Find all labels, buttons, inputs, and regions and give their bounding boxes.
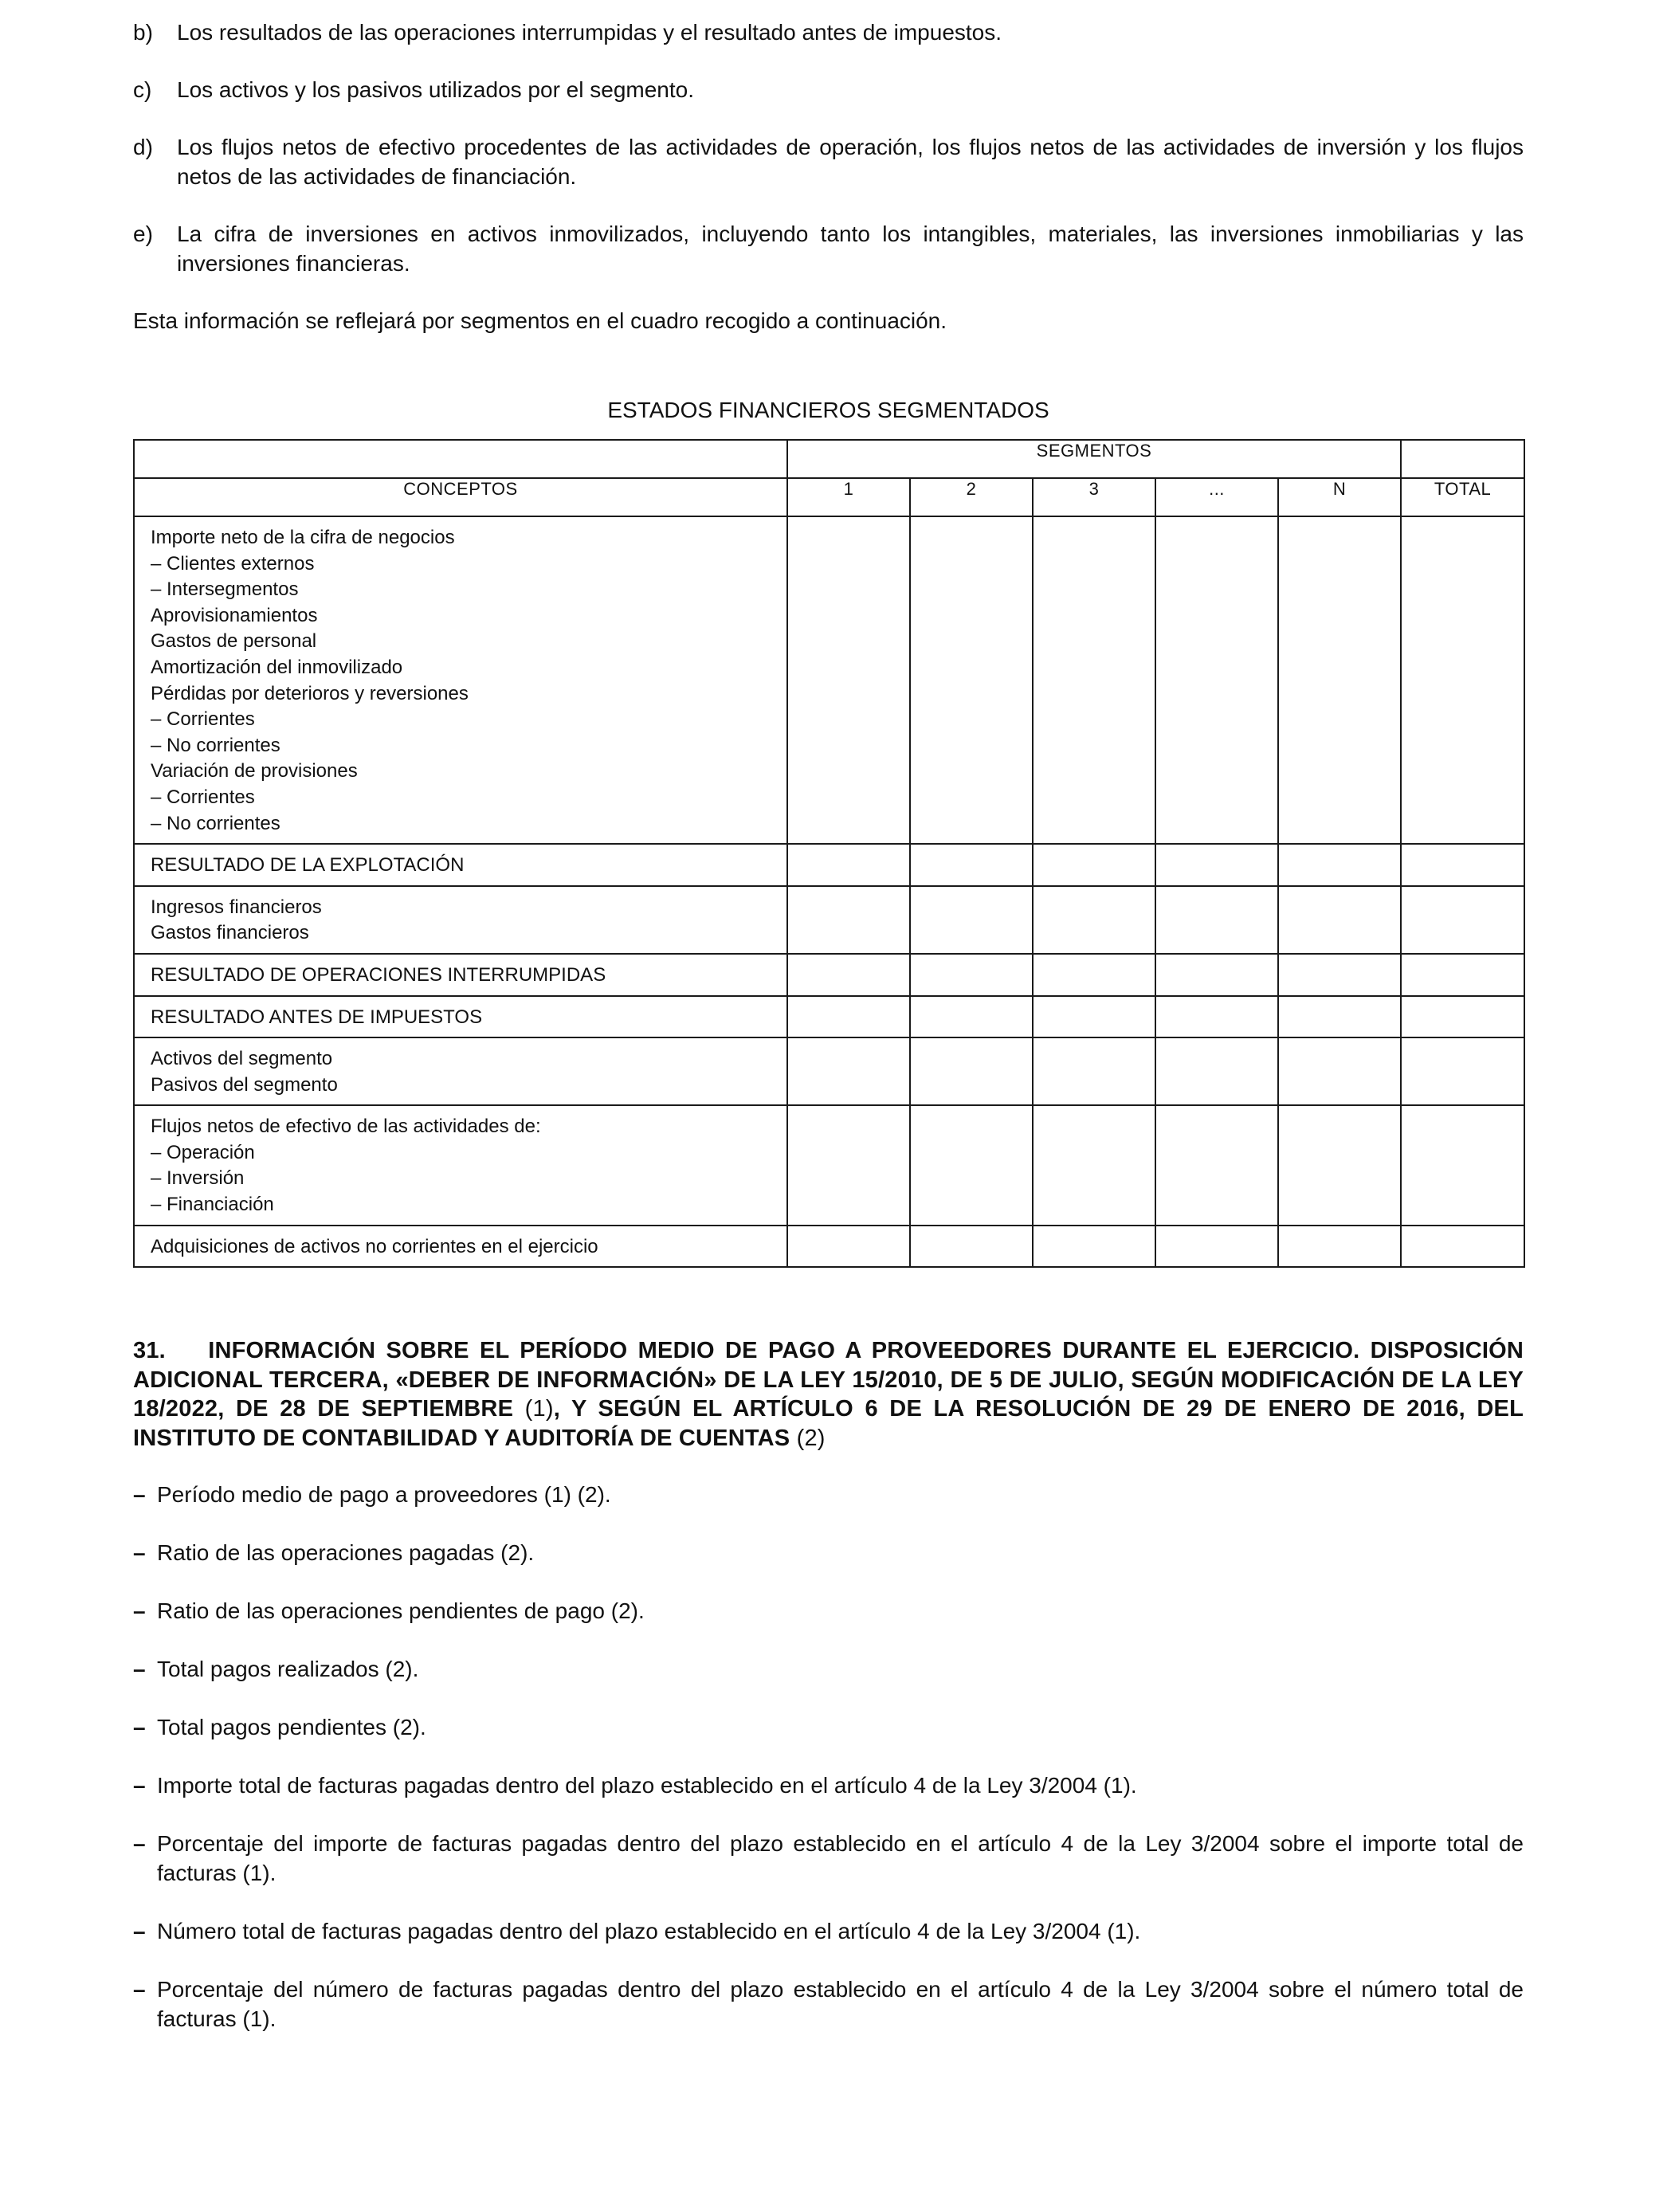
value-cell[interactable] (787, 844, 910, 886)
concept-cell (134, 954, 787, 996)
concept-line: – Intersegmentos (151, 578, 299, 601)
bullet-text: Ratio de las operaciones pendientes de pago (2). (157, 1598, 645, 1624)
bullet-item (133, 1654, 1524, 1684)
section-reference-2: (2) (796, 1425, 826, 1451)
concept-line: – No corrientes (151, 812, 280, 834)
concept-line: RESULTADO ANTES DE IMPUESTOS (151, 1006, 483, 1028)
concept-line: Importe neto de la cifra de negocios (151, 527, 455, 548)
table-body (134, 516, 1524, 1267)
value-cell[interactable] (910, 1105, 1033, 1225)
value-cell[interactable] (910, 1226, 1033, 1268)
concept-cell (134, 1037, 787, 1105)
table-header-row (134, 440, 1524, 478)
concept-line: Aprovisionamientos (151, 604, 318, 626)
bullet-text: Ratio de las operaciones pagadas (2). (157, 1540, 535, 1566)
bullet-text: Porcentaje del importe de facturas pagadas dentro del plazo establecido en el artículo 4 de la Ley 3/2004 sobre el importe total de facturas (1). (157, 1831, 1524, 1886)
value-cell[interactable] (1155, 1226, 1278, 1268)
list-item-label: c) (133, 77, 152, 102)
bullet-text: Total pagos realizados (2). (157, 1657, 419, 1682)
value-cell[interactable] (1278, 886, 1401, 954)
value-cell[interactable] (787, 1105, 910, 1225)
column-header: N (1278, 478, 1401, 516)
bullet-dash: – (133, 1831, 146, 1857)
list-item-text: La cifra de inversiones en activos inmovilizados, incluyendo tanto los intangibles, materiales, las inversiones inmobiliarias y las inversiones financieras. (177, 222, 1524, 276)
list-item-text: Los resultados de las operaciones interrumpidas y el resultado antes de impuestos. (177, 20, 1002, 45)
concept-cell (134, 1105, 787, 1225)
value-cell[interactable] (1033, 954, 1155, 996)
letter-list (133, 18, 1524, 335)
list-item-label: b) (133, 20, 153, 45)
value-cell[interactable] (1155, 844, 1278, 886)
bullet-dash: – (133, 1540, 146, 1566)
table-caption: ESTADOS FINANCIEROS SEGMENTADOS (607, 398, 1049, 422)
concept-line: – No corrientes (151, 734, 280, 756)
concept-cell (134, 1226, 787, 1268)
section-heading (133, 1336, 1524, 1453)
column-header: 1 (787, 478, 910, 516)
bullet-text: Porcentaje del número de facturas pagadas dentro del plazo establecido en el artículo 4 de la Ley 3/2004 sobre el número total de facturas (1). (157, 1977, 1524, 2032)
concept-line: Variación de provisiones (151, 760, 358, 782)
bullet-item (133, 1916, 1524, 1946)
value-cell[interactable] (910, 516, 1033, 844)
value-cell[interactable] (1401, 844, 1524, 886)
list-item-text: Los flujos netos de efectivo procedentes de las actividades de operación, los flujos netos de las actividades de inversión y los flujos netos de las actividades de financiación. (177, 135, 1524, 189)
concept-line: – Financiación (151, 1194, 274, 1216)
value-cell[interactable] (1155, 1105, 1278, 1225)
list-item (133, 132, 1524, 191)
table-row (134, 516, 1524, 844)
concepts-header: CONCEPTOS (134, 478, 787, 516)
bullet-text: Número total de facturas pagadas dentro del plazo establecido en el artículo 4 de la Ley 3/2004 (1). (157, 1919, 1141, 1944)
concept-cell (134, 886, 787, 954)
value-cell[interactable] (1401, 1037, 1524, 1105)
value-cell[interactable] (1401, 516, 1524, 844)
column-header: TOTAL (1401, 478, 1524, 516)
value-cell[interactable] (1033, 1226, 1155, 1268)
bullet-dash: – (133, 1482, 146, 1508)
value-cell[interactable] (1401, 1226, 1524, 1268)
section-number: 31. (133, 1338, 166, 1364)
bullet-dash: – (133, 1773, 146, 1798)
table-header-row (134, 478, 1524, 516)
table-row (134, 1226, 1524, 1268)
concept-cell (134, 516, 787, 844)
value-cell[interactable] (1278, 1105, 1401, 1225)
section-title-part-b: , Y SEGÚN EL ARTÍCULO 6 DE LA RESOLUCIÓN DE 29 DE ENERO DE 2016, DEL INSTITUTO DE CONTABILIDAD Y AUDITORÍA DE CUENTAS (133, 1396, 1524, 1451)
bullet-item (133, 1771, 1524, 1800)
bullet-dash: – (133, 1657, 146, 1682)
value-cell[interactable] (1033, 1105, 1155, 1225)
table-row (134, 886, 1524, 954)
concept-line: – Inversión (151, 1167, 245, 1190)
value-cell[interactable] (910, 844, 1033, 886)
value-cell[interactable] (910, 886, 1033, 954)
value-cell[interactable] (1278, 516, 1401, 844)
value-cell[interactable] (1278, 1226, 1401, 1268)
concept-line: – Corrientes (151, 708, 255, 731)
concept-line: Pasivos del segmento (151, 1073, 338, 1096)
value-cell[interactable] (1033, 516, 1155, 844)
value-cell[interactable] (910, 1037, 1033, 1105)
list-item-label: e) (133, 222, 153, 246)
concept-line: Flujos netos de efectivo de las actividades de: (151, 1116, 541, 1138)
concept-line: Gastos financieros (151, 922, 309, 944)
table-row (134, 1105, 1524, 1225)
concept-line: Adquisiciones de activos no corrientes en el ejercicio (151, 1235, 598, 1257)
list-item (133, 18, 1524, 47)
list-item (133, 75, 1524, 104)
list-item-text: Los activos y los pasivos utilizados por el segmento. (177, 77, 694, 102)
concept-line: Activos del segmento (151, 1048, 333, 1070)
header-blank-cell (134, 440, 787, 478)
value-cell[interactable] (1155, 516, 1278, 844)
segments-header: SEGMENTOS (787, 440, 1401, 478)
value-cell[interactable] (1401, 996, 1524, 1038)
table-row (134, 954, 1524, 996)
intro-paragraph: Esta información se reflejará por segmentos en el cuadro recogido a continuación. (133, 308, 947, 333)
value-cell[interactable] (787, 954, 910, 996)
bullet-dash: – (133, 1977, 146, 2002)
value-cell[interactable] (910, 996, 1033, 1038)
section-title-part-a: INFORMACIÓN SOBRE EL PERÍODO MEDIO DE PAGO A PROVEEDORES DURANTE EL EJERCICIO. DISPOSICIÓN ADICIONAL TERCERA, «DEBER DE INFORMACIÓN» DE LA LEY 15/2010, DE 5 DE JULIO, SEGÚN MODIFICACIÓN DE LA LEY 18/2022, DE 28 DE SEPTIEMBRE (133, 1338, 1524, 1422)
value-cell[interactable] (1033, 844, 1155, 886)
bullet-text: Período medio de pago a proveedores (1) (2). (157, 1482, 611, 1508)
bullet-text: Total pagos pendientes (2). (157, 1715, 426, 1740)
value-cell[interactable] (787, 1226, 910, 1268)
value-cell[interactable] (1033, 886, 1155, 954)
value-cell[interactable] (787, 886, 910, 954)
column-header: 2 (910, 478, 1033, 516)
value-cell[interactable] (910, 954, 1033, 996)
concept-cell (134, 996, 787, 1038)
value-cell[interactable] (1033, 996, 1155, 1038)
column-header: ... (1155, 478, 1278, 516)
bullet-text: Importe total de facturas pagadas dentro del plazo establecido en el artículo 4 de la Ley 3/2004 (1). (157, 1773, 1137, 1798)
concept-line: RESULTADO DE LA EXPLOTACIÓN (151, 854, 465, 877)
bullet-item (133, 1480, 1524, 1509)
value-cell[interactable] (1278, 844, 1401, 886)
bullet-item (133, 1712, 1524, 1742)
value-cell[interactable] (1278, 954, 1401, 996)
value-cell[interactable] (1401, 954, 1524, 996)
concept-line: Amortización del inmovilizado (151, 656, 403, 678)
header-blank-cell (1401, 440, 1524, 478)
bullet-item (133, 1975, 1524, 2034)
value-cell[interactable] (787, 516, 910, 844)
table-row (134, 1037, 1524, 1105)
concept-line: – Clientes externos (151, 552, 315, 575)
section-reference-1: (1) (524, 1396, 554, 1422)
value-cell[interactable] (1401, 1105, 1524, 1225)
column-header: 3 (1033, 478, 1155, 516)
value-cell[interactable] (1155, 954, 1278, 996)
segmented-financial-table (133, 439, 1525, 1268)
concept-line: – Corrientes (151, 786, 255, 808)
value-cell[interactable] (1155, 1037, 1278, 1105)
value-cell[interactable] (1155, 886, 1278, 954)
concept-line: RESULTADO DE OPERACIONES INTERRUMPIDAS (151, 963, 606, 986)
concept-line: Ingresos financieros (151, 896, 322, 918)
bullet-dash: – (133, 1598, 146, 1624)
value-cell[interactable] (787, 996, 910, 1038)
value-cell[interactable] (1033, 1037, 1155, 1105)
concept-line: Pérdidas por deterioros y reversiones (151, 682, 469, 704)
value-cell[interactable] (1401, 886, 1524, 954)
value-cell[interactable] (1278, 996, 1401, 1038)
bullet-dash: – (133, 1919, 146, 1944)
value-cell[interactable] (1278, 1037, 1401, 1105)
concept-line: Gastos de personal (151, 630, 317, 653)
concept-line: – Operación (151, 1141, 255, 1163)
table-row (134, 996, 1524, 1038)
bullet-item (133, 1538, 1524, 1567)
bullet-item (133, 1596, 1524, 1626)
list-item (133, 219, 1524, 278)
list-item-label: d) (133, 135, 153, 159)
table-row (134, 844, 1524, 886)
bullet-list (133, 1480, 1524, 2034)
document-page (133, 18, 1524, 2034)
bullet-dash: – (133, 1715, 146, 1740)
value-cell[interactable] (787, 1037, 910, 1105)
bullet-item (133, 1829, 1524, 1888)
value-cell[interactable] (1155, 996, 1278, 1038)
concept-cell (134, 844, 787, 886)
